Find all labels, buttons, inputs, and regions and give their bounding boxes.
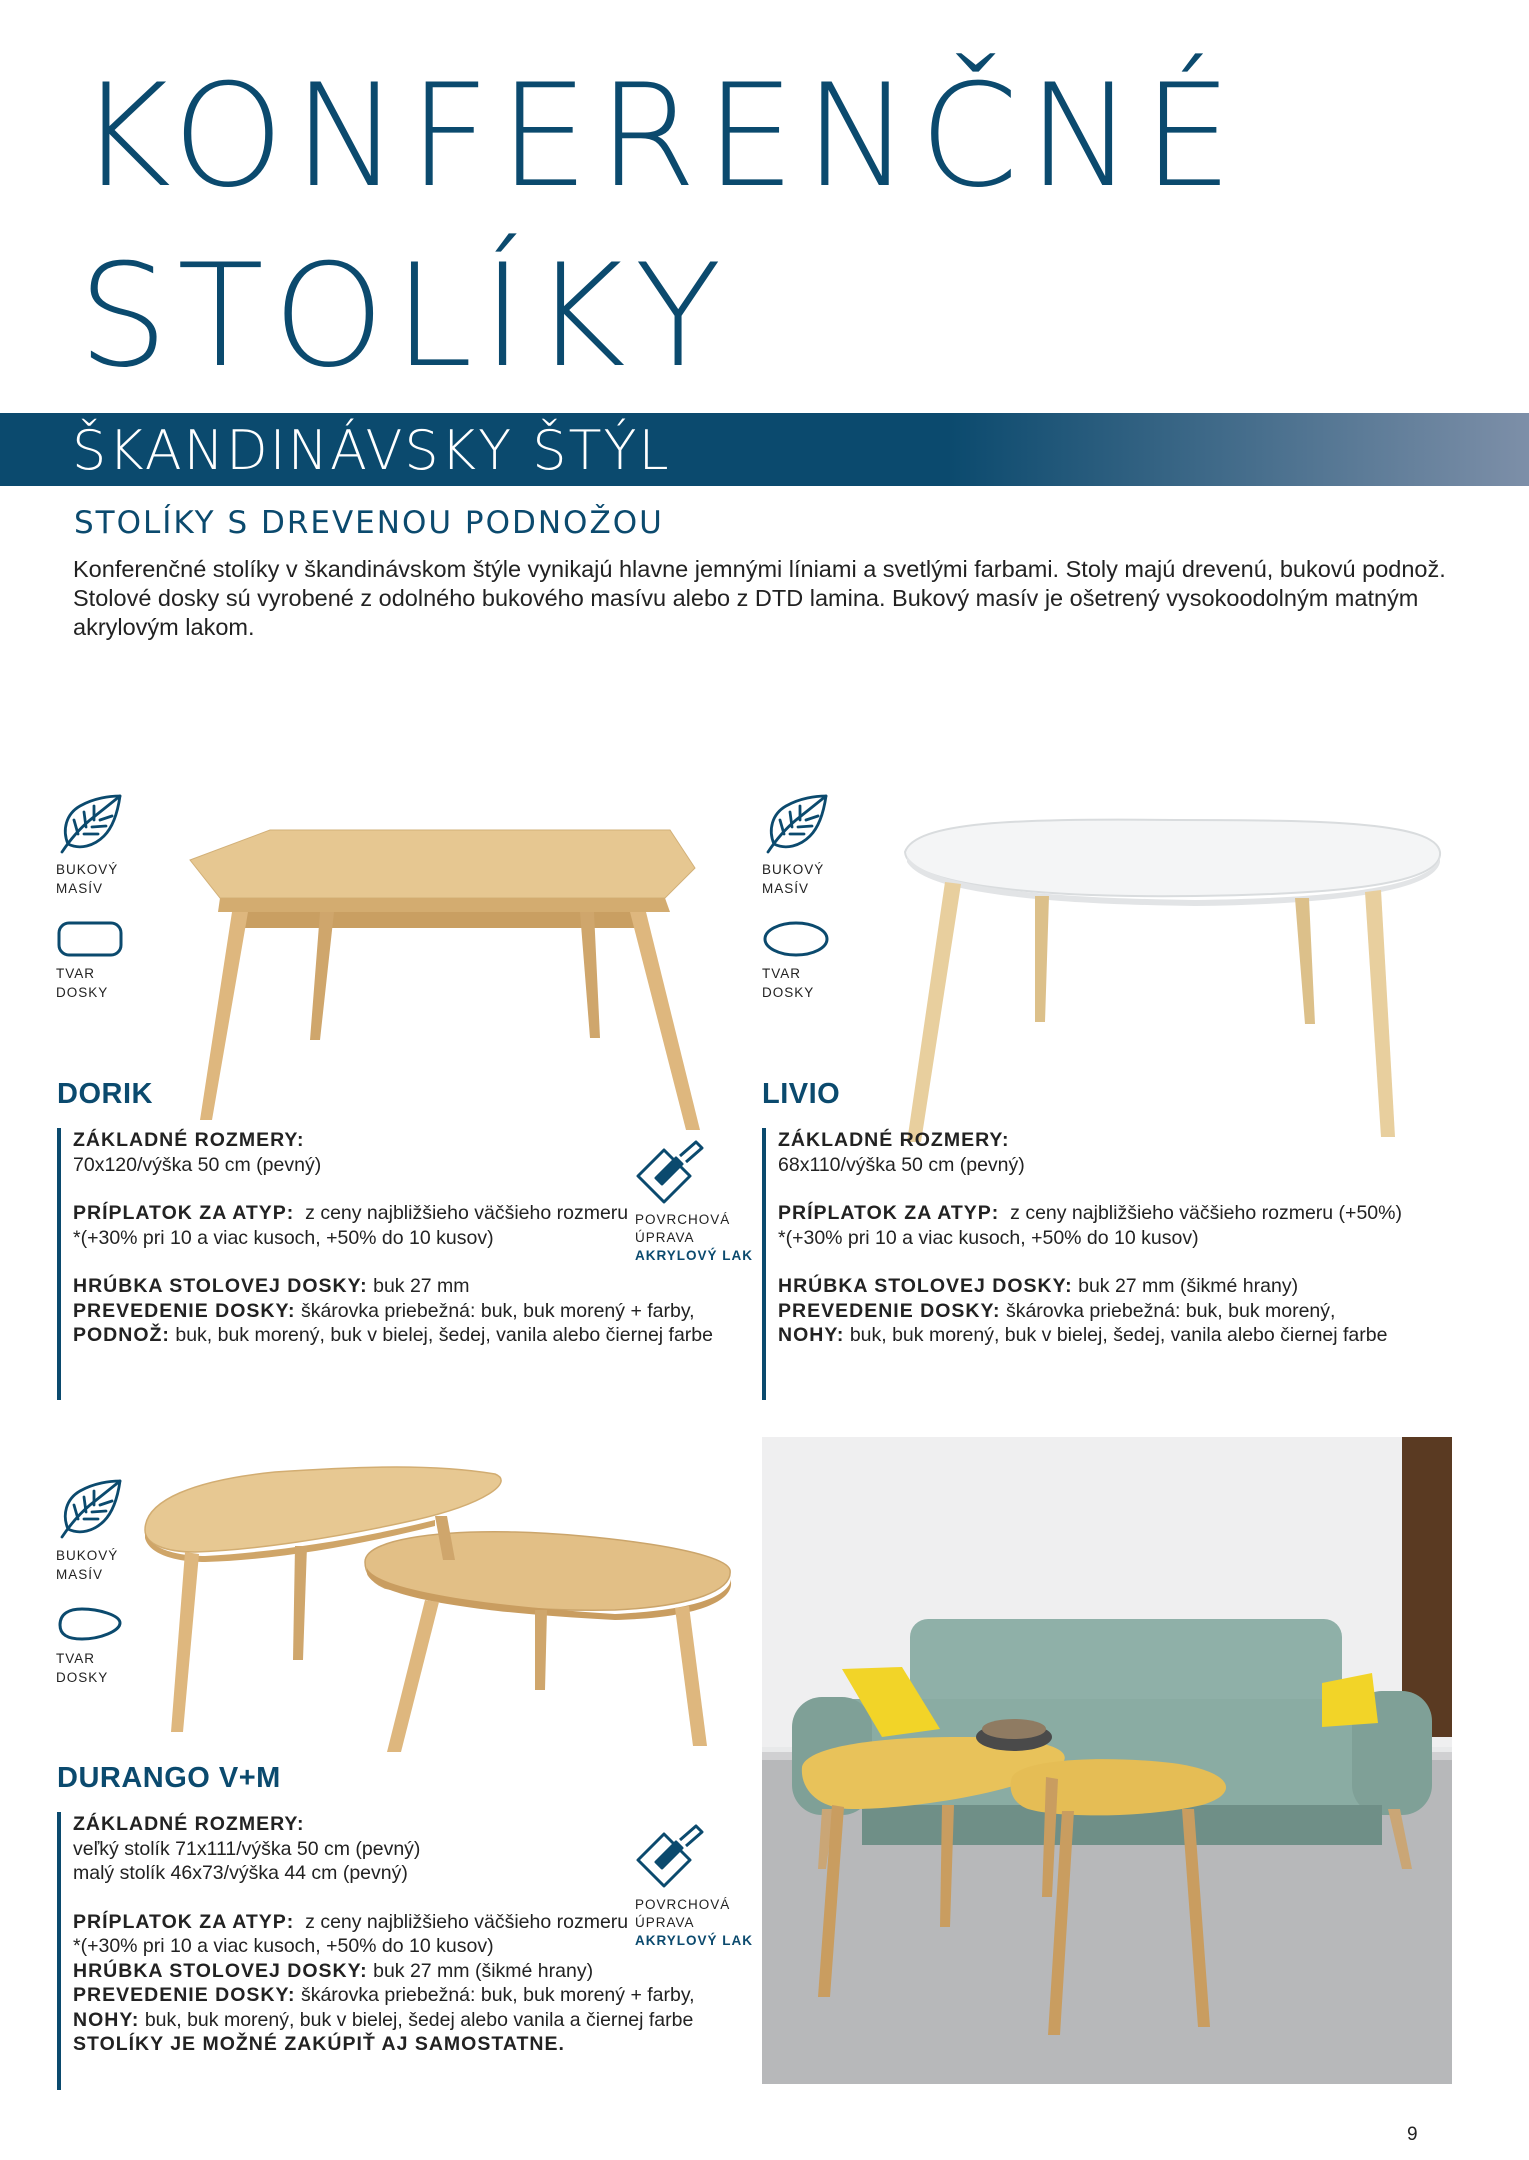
section-subtitle: STOLÍKY S DREVENOU PODNOŽOU <box>74 505 664 541</box>
thickness-value: buk 27 mm <box>373 1275 470 1297</box>
finish-label: PREVEDENIE DOSKY: <box>73 1299 296 1322</box>
oval-shape-icon <box>762 920 830 958</box>
product-name-dorik: DORIK <box>57 1078 153 1110</box>
finish-value: škárovka priebežná: buk, buk morený, <box>1005 1299 1336 1322</box>
paint-label: POVRCHOVÁ ÚPRAVA AKRYLOVÝ LAK <box>635 1897 754 1948</box>
atyp-value: z ceny najbližšieho väčšieho rozmeru (+50%) <box>1010 1202 1402 1224</box>
atyp-note: *(+30% pri 10 a viac kusoch, +50% do 10 kusov) <box>73 1226 494 1249</box>
atyp-label: PRÍPLATOK ZA ATYP: <box>778 1202 1000 1224</box>
leaf-icon <box>762 790 830 858</box>
atyp-note: *(+30% pri 10 a viac kusoch, +50% do 10 kusov) <box>73 1935 494 1957</box>
page-title-line-1: KONFERENČNÉ <box>78 54 1242 219</box>
shape-label: TVAR DOSKY <box>762 966 815 1000</box>
paint-label: POVRCHOVÁ ÚPRAVA AKRYLOVÝ LAK <box>635 1212 754 1263</box>
shape-label: TVAR DOSKY <box>56 966 109 1000</box>
spec-block-livio <box>762 1128 1498 1400</box>
section-banner-text: ŠKANDINÁVSKY ŠTÝL <box>72 419 671 482</box>
livio-table-image <box>895 812 1455 1162</box>
shape-label: TVAR DOSKY <box>56 1651 109 1685</box>
atyp-label: PRÍPLATOK ZA ATYP: <box>73 1910 295 1933</box>
leaf-icon <box>56 1475 124 1543</box>
atyp-label: PRÍPLATOK ZA ATYP: <box>73 1202 295 1224</box>
section-banner <box>0 413 1529 486</box>
atyp-value: z ceny najbližšieho väčšieho rozmeru <box>305 1202 629 1224</box>
finish-value: škárovka priebežná: buk, buk morený + farby, <box>300 1984 695 2006</box>
thickness-label: HRÚBKA STOLOVEJ DOSKY: <box>778 1275 1073 1297</box>
teardrop-shape-icon <box>56 1605 124 1643</box>
thickness-label: HRÚBKA STOLOVEJ DOSKY: <box>73 1275 368 1297</box>
base-value: buk, buk morený, buk v bielej, šedej, vanila alebo čiernej farbe <box>849 1324 1388 1346</box>
atyp-note: *(+30% pri 10 a viac kusoch, +50% do 10 kusov) <box>778 1226 1199 1249</box>
material-label: BUKOVÝ MASÍV <box>56 862 119 896</box>
paint-brush-icon <box>634 1140 706 1206</box>
material-label: BUKOVÝ MASÍV <box>762 862 825 896</box>
dims-value-small: malý stolík 46x73/výška 44 cm (pevný) <box>73 1862 408 1884</box>
dims-value: 68x110/výška 50 cm (pevný) <box>778 1153 1025 1176</box>
material-label: BUKOVÝ MASÍV <box>56 1548 119 1582</box>
base-label: PODNOŽ: <box>73 1324 170 1346</box>
dims-value: veľký stolík 71x111/výška 50 cm (pevný) <box>73 1837 421 1860</box>
dims-value: 70x120/výška 50 cm (pevný) <box>73 1153 322 1176</box>
base-label: NOHY: <box>778 1324 845 1346</box>
rectangle-shape-icon <box>56 920 124 958</box>
product-name-livio: LIVIO <box>762 1078 841 1110</box>
base-label: NOHY: <box>73 2008 140 2031</box>
page-title-line-2: STOLÍKY <box>78 234 731 399</box>
separate-purchase-note: STOLÍKY JE MOŽNÉ ZAKÚPIŤ AJ SAMOSTATNE. <box>73 2033 565 2055</box>
dims-label: ZÁKLADNÉ ROZMERY: <box>778 1129 1010 1151</box>
dims-label: ZÁKLADNÉ ROZMERY: <box>73 1129 305 1151</box>
thickness-value: buk 27 mm (šikmé hrany) <box>373 1959 594 1982</box>
finish-value: škárovka priebežná: buk, buk morený + farby, <box>300 1299 695 1322</box>
base-value: buk, buk morený, buk v bielej, šedej, vanila alebo čiernej farbe <box>175 1324 713 1346</box>
page-number: 9 <box>1407 2124 1418 2145</box>
dorik-table-image <box>160 820 720 1140</box>
dims-label: ZÁKLADNÉ ROZMERY: <box>73 1813 305 1835</box>
intro-paragraph: Konferenčné stolíky v škandinávskom štýle vynikajú hlavne jemnými líniami a svetlými farbami. Stoly majú drevenú, bukovú podnož. Stolové dosky sú vyrobené z odolného bukového masívu alebo z DTD lamina. Bukový masív je ošetrený vysokoodolným matným akrylovým lakom. <box>73 556 1446 640</box>
thickness-label: HRÚBKA STOLOVEJ DOSKY: <box>73 1959 368 1982</box>
leaf-icon <box>56 790 124 858</box>
living-room-photo <box>762 1437 1452 2084</box>
durango-table-image <box>135 1460 735 1760</box>
product-name-durango: DURANGO V+M <box>57 1762 281 1794</box>
finish-label: PREVEDENIE DOSKY: <box>73 1984 296 2006</box>
atyp-value: z ceny najbližšieho väčšieho rozmeru <box>305 1910 629 1933</box>
paint-brush-icon <box>634 1824 706 1890</box>
finish-label: PREVEDENIE DOSKY: <box>778 1299 1001 1322</box>
thickness-value: buk 27 mm (šikmé hrany) <box>1078 1275 1299 1297</box>
base-value: buk, buk morený, buk v bielej, šedej alebo vanila a čiernej farbe <box>144 2008 694 2031</box>
